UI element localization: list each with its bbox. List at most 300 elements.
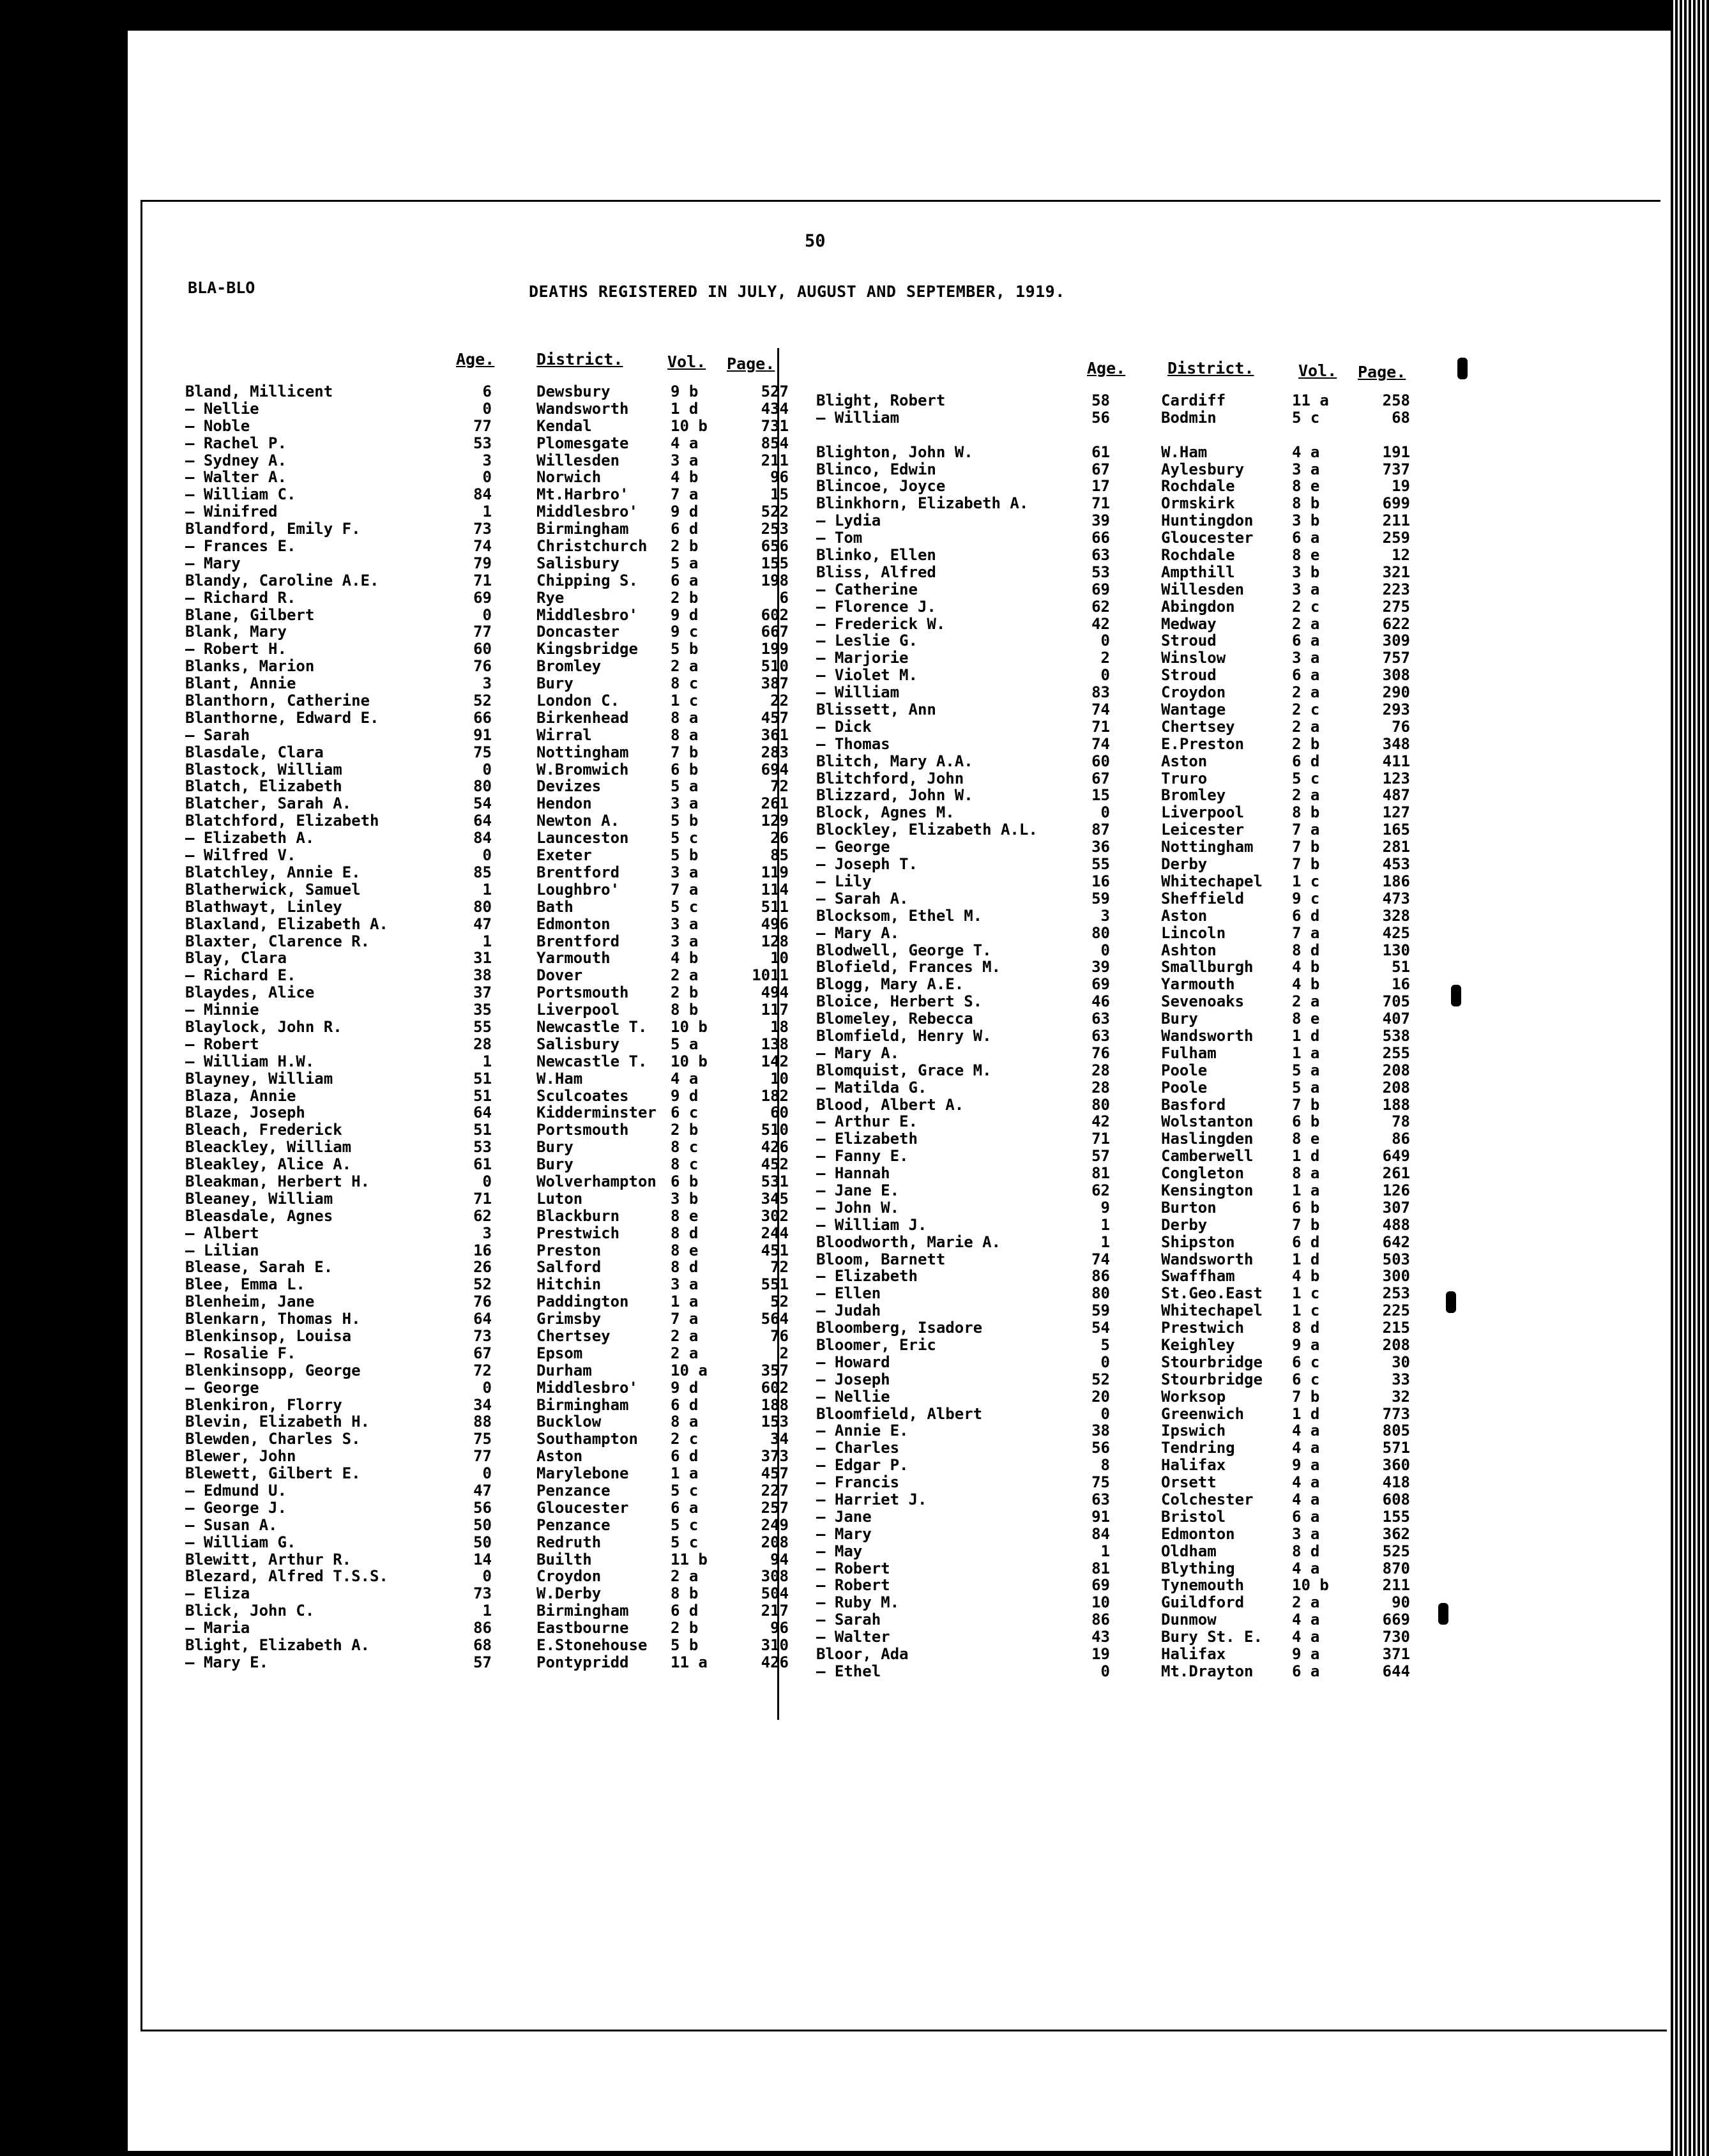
entry-name: Bloom, Barnett [816,1250,946,1268]
entry-age: 69 [1091,975,1110,994]
entry-district: Prestwich [536,1224,620,1242]
entry-page: 244 [761,1224,789,1242]
entry-district: W.Bromwich [536,760,629,778]
entry-age: 39 [1091,958,1110,976]
entry-vol: 9 a [1292,1456,1320,1475]
entry-district: Whitechapel [1161,872,1263,890]
entry-age: 0 [482,1567,492,1586]
entry-name: Blease, Sarah E. [185,1258,333,1277]
entry-district: Bromley [536,657,602,676]
entry-page: 731 [761,416,789,435]
entry-age: 1 [482,1602,492,1620]
entry-district: Salisbury [536,1035,620,1053]
entry-page: 411 [1382,752,1410,770]
entry-vol: 10 b [1292,1576,1329,1595]
entry-district: Wandsworth [1161,1250,1254,1268]
entry-age: 51 [473,1086,492,1105]
entry-name: — William C. [185,485,296,504]
entry-age: 63 [1091,1491,1110,1508]
entry-name: Blodwell, George T. [816,941,992,959]
entry-vol: 8 d [1292,1319,1320,1337]
entry-page: 90 [1392,1593,1410,1612]
entry-district: Epsom [536,1344,583,1362]
entry-district: W.Ham [536,1069,583,1088]
entry-name: Blaylock, John R. [185,1017,342,1036]
entry-vol: 6 a [671,571,699,589]
entry-name: Blanthorn, Catherine [185,692,370,710]
entry-age: 84 [473,485,492,504]
entry-vol: 8 e [1292,1010,1320,1028]
entry-age: 53 [1091,563,1110,581]
entry-district: Wandsworth [536,399,629,418]
entry-name: — Elizabeth [816,1130,918,1148]
entry-vol: 4 a [671,1069,699,1088]
entry-age: 1 [482,503,492,521]
entry-page: 52 [770,1293,789,1311]
entry-district: Brentford [536,932,620,950]
entry-page: 123 [1382,769,1410,787]
entry-vol: 2 a [671,657,699,676]
entry-page: 730 [1382,1628,1410,1646]
entry-vol: 1 c [1292,1284,1320,1303]
entry-age: 59 [1091,889,1110,907]
punch-mark [1451,985,1461,1006]
entry-age: 56 [473,1498,492,1517]
entry-page: 426 [761,1653,789,1671]
entry-district: Birmingham [536,1602,629,1620]
entry-vol: 5 c [1292,408,1320,427]
entry-name: — Matilda G. [816,1078,927,1097]
entry-age: 80 [473,777,492,796]
entry-district: Newton A. [536,812,620,830]
entry-district: Willesden [1161,580,1245,598]
entry-age: 67 [1091,460,1110,478]
entry-district: Guildford [1161,1593,1245,1612]
entry-page: 531 [761,1172,789,1190]
entry-district: W.Derby [536,1584,602,1603]
entry-age: 3 [482,451,492,469]
entry-vol: 2 b [671,1121,699,1139]
entry-vol: 9 d [671,1378,699,1397]
entry-name: — Ethel [816,1662,881,1680]
entry-district: Doncaster [536,623,620,641]
entry-page: 191 [1382,443,1410,461]
entry-page: 737 [1382,460,1410,478]
entry-name: Blaydes, Alice [185,983,315,1002]
entry-vol: 1 d [1292,1404,1320,1423]
entry-age: 42 [1091,1112,1110,1131]
entry-page: 78 [1392,1112,1410,1131]
entry-age: 43 [1091,1628,1110,1646]
entry-vol: 4 a [1292,443,1320,461]
entry-age: 75 [1091,1473,1110,1492]
entry-vol: 5 a [671,554,699,572]
entry-page: 186 [1382,872,1410,890]
entry-district: Orsett [1161,1473,1217,1492]
entry-vol: 7 b [1292,855,1320,874]
district-header-left: District. [536,350,623,368]
entry-page: 473 [1382,889,1410,907]
entry-page: 211 [1382,1576,1410,1595]
entry-page: 608 [1382,1491,1410,1508]
entry-page: 208 [1382,1335,1410,1354]
entry-name: Blockley, Elizabeth A.L. [816,821,1038,839]
entry-age: 0 [1100,1353,1110,1371]
entry-age: 53 [473,434,492,452]
entry-district: Pontypridd [536,1653,629,1671]
entry-page: 494 [761,983,789,1002]
entry-page: 773 [1382,1404,1410,1423]
entry-name: — Wilfred V. [185,846,296,865]
entry-district: Haslingden [1161,1130,1254,1148]
entry-name: — William G. [185,1533,296,1551]
entry-district: Chipping S. [536,571,638,589]
entry-district: Salisbury [536,554,620,572]
punch-mark [1457,358,1468,379]
entry-district: Sevenoaks [1161,992,1245,1011]
entry-vol: 4 a [1292,1439,1320,1457]
entry-name: — William H.W. [185,1052,315,1070]
entry-page: 76 [770,1326,789,1345]
entry-page: 211 [761,451,789,469]
entry-name: — Sarah [816,1611,881,1629]
entry-district: Abingdon [1161,597,1235,616]
entry-age: 1 [1100,1233,1110,1251]
entry-vol: 8 b [671,1001,699,1019]
entry-name: Bleackley, William [185,1138,352,1157]
entry-age: 64 [473,812,492,830]
entry-name: Blight, Robert [816,391,946,409]
entry-page: 373 [761,1447,789,1466]
entry-age: 52 [473,692,492,710]
entry-vol: 3 a [671,794,699,813]
entry-vol: 3 a [671,915,699,933]
entry-district: Bury [536,674,573,693]
entry-vol: 6 d [671,520,699,538]
entry-page: 10 [770,949,789,968]
entry-age: 0 [482,605,492,624]
entry-vol: 2 a [1292,683,1320,702]
entry-age: 55 [473,1017,492,1036]
entry-vol: 1 a [671,1293,699,1311]
entry-age: 34 [473,1395,492,1414]
entry-vol: 2 a [1292,717,1320,736]
entry-page: 208 [761,1533,789,1551]
entry-district: Plomesgate [536,434,629,452]
entry-name: — Maria [185,1619,250,1637]
entry-age: 1 [1100,1215,1110,1234]
entry-district: Norwich [536,468,602,487]
entry-name: — Howard [816,1353,890,1371]
entry-name: Blewer, John [185,1447,296,1466]
entry-page: 434 [761,399,789,418]
punch-mark [1446,1291,1456,1313]
entry-name: Bloor, Ada [816,1645,909,1664]
entry-page: 94 [770,1550,789,1568]
entry-vol: 3 a [671,1275,699,1294]
entry-age: 63 [1091,1010,1110,1028]
entry-age: 60 [1091,752,1110,770]
entry-age: 10 [1091,1593,1110,1612]
entry-name: — Edmund U. [185,1482,287,1499]
entry-page: 293 [1382,701,1410,719]
entry-page: 457 [761,708,789,727]
entry-name: — Mary A. [816,923,900,942]
entry-name: Blant, Annie [185,674,296,693]
entry-vol: 9 d [671,503,699,521]
entry-vol: 8 a [671,725,699,744]
entry-name: Blatcher, Sarah A. [185,794,352,813]
entry-district: Liverpool [1161,803,1245,822]
entry-age: 0 [482,760,492,778]
entry-name: Blatchford, Elizabeth [185,812,379,830]
entry-page: 309 [1382,632,1410,650]
entry-name: — Marjorie [816,649,909,667]
entry-age: 39 [1091,512,1110,530]
entry-district: Penzance [536,1482,611,1499]
entry-vol: 8 d [671,1258,699,1277]
film-gutter [1671,0,1709,2156]
entry-age: 36 [1091,838,1110,856]
entry-page: 699 [1382,494,1410,513]
entry-district: Paddington [536,1293,629,1311]
entry-district: Cardiff [1161,391,1226,409]
entry-age: 57 [1091,1147,1110,1165]
entry-vol: 6 c [1292,1353,1320,1371]
entry-page: 255 [1382,1044,1410,1062]
entry-district: Hitchin [536,1275,602,1294]
entry-age: 52 [1091,1370,1110,1388]
entry-name: Blezard, Alfred T.S.S. [185,1567,388,1586]
entry-district: Marylebone [536,1464,629,1483]
entry-page: 142 [761,1052,789,1070]
entry-age: 79 [473,554,492,572]
entry-page: 387 [761,674,789,693]
entry-page: 126 [1382,1181,1410,1199]
entry-age: 28 [1091,1078,1110,1097]
entry-vol: 2 b [1292,734,1320,753]
entry-age: 74 [1091,1250,1110,1268]
entry-district: Leicester [1161,821,1245,839]
entry-age: 2 [1100,649,1110,667]
entry-page: 281 [1382,838,1410,856]
entry-age: 66 [1091,529,1110,547]
entry-page: 257 [761,1498,789,1517]
entry-page: 130 [1382,941,1410,959]
entry-vol: 3 a [1292,649,1320,667]
entry-page: 18 [770,1017,789,1036]
entry-vol: 4 b [1292,958,1320,976]
entry-page: 302 [761,1206,789,1225]
entry-age: 62 [473,1206,492,1225]
entry-page: 51 [1392,958,1410,976]
entry-name: — William [816,408,900,427]
entry-page: 34 [770,1430,789,1448]
entry-name: — George [185,1378,259,1397]
entry-age: 73 [473,520,492,538]
entry-vol: 6 a [1292,666,1320,685]
entry-age: 56 [1091,1439,1110,1457]
entry-page: 155 [1382,1507,1410,1526]
entry-age: 80 [1091,1284,1110,1303]
entry-vol: 9 b [671,383,699,400]
entry-page: 261 [761,794,789,813]
entry-district: Luton [536,1189,583,1208]
entry-page: 525 [1382,1542,1410,1560]
entry-age: 88 [473,1413,492,1431]
entry-name: — Minnie [185,1001,259,1019]
entry-page: 117 [761,1001,789,1019]
entry-page: 217 [761,1602,789,1620]
entry-age: 67 [1091,769,1110,787]
entry-name: — Robert [185,1035,259,1053]
entry-page: 757 [1382,649,1410,667]
entry-district: Blything [1161,1559,1235,1577]
entry-name: Bleach, Frederick [185,1121,342,1139]
entry-name: Blizzard, John W. [816,786,973,805]
entry-age: 19 [1091,1645,1110,1664]
entry-district: Loughbro' [536,880,620,899]
entry-name: — William [816,683,900,702]
entry-name: — Richard E. [185,966,296,985]
entry-district: St.Geo.East [1161,1284,1263,1303]
entry-district: Devizes [536,777,602,796]
entry-age: 91 [473,725,492,744]
entry-name: Bleaney, William [185,1189,333,1208]
entry-name: — Nellie [185,399,259,418]
entry-district: Mt.Drayton [1161,1662,1254,1680]
entry-district: Mt.Harbro' [536,485,629,504]
entry-vol: 4 a [1292,1559,1320,1577]
entry-district: Huntingdon [1161,512,1254,530]
entry-vol: 11 a [1292,391,1329,409]
entry-vol: 7 b [671,743,699,761]
entry-district: Worksop [1161,1387,1226,1406]
entry-page: 30 [1392,1353,1410,1371]
entry-age: 1 [482,1052,492,1070]
entry-name: — Richard R. [185,588,296,607]
entry-name: Blatchley, Annie E. [185,863,361,881]
entry-district: W.Ham [1161,443,1208,461]
entry-vol: 3 a [671,863,699,881]
entry-name: — Mary [816,1524,872,1543]
entry-district: Brentford [536,863,620,881]
entry-page: 128 [761,932,789,950]
entry-vol: 8 e [671,1206,699,1225]
entry-district: Salford [536,1258,602,1277]
entry-age: 54 [473,794,492,813]
entry-age: 58 [1091,391,1110,409]
entry-page: 12 [1392,546,1410,565]
entry-vol: 1 c [1292,872,1320,890]
entry-vol: 1 d [1292,1147,1320,1165]
entry-age: 73 [473,1326,492,1345]
entry-age: 9 [1100,1198,1110,1217]
entry-page: 188 [1382,1095,1410,1114]
entry-page: 290 [1382,683,1410,702]
entry-age: 0 [482,399,492,418]
entry-page: 667 [761,623,789,641]
entry-name: — Lydia [816,512,881,530]
entry-vol: 8 b [1292,494,1320,513]
entry-name: Blatherwick, Samuel [185,880,361,899]
entry-name: Bland, Millicent [185,383,333,400]
entry-vol: 6 c [1292,1370,1320,1388]
entry-vol: 2 a [671,966,699,985]
entry-age: 80 [1091,1095,1110,1114]
entry-page: 357 [761,1361,789,1379]
entry-district: London C. [536,692,620,710]
entry-page: 644 [1382,1662,1410,1680]
entry-age: 14 [473,1550,492,1568]
entry-name: Blewden, Charles S. [185,1430,361,1448]
entry-name: Blitch, Mary A.A. [816,752,973,770]
entry-name: — Francis [816,1473,900,1492]
entry-vol: 1 a [1292,1181,1320,1199]
entry-age: 64 [473,1104,492,1122]
entry-name: — Nellie [816,1387,890,1406]
entry-district: Bury [536,1155,573,1174]
entry-age: 8 [1100,1456,1110,1475]
entry-vol: 9 d [671,1086,699,1105]
entry-name: — Susan A. [185,1515,278,1534]
entry-vol: 7 b [1292,1215,1320,1234]
entry-vol: 6 b [1292,1112,1320,1131]
entry-vol: 5 c [671,829,699,847]
entry-age: 77 [473,1447,492,1466]
entry-name: — Ellen [816,1284,881,1303]
entry-age: 0 [1100,941,1110,959]
entry-age: 0 [482,1172,492,1190]
entry-name: — Robert H. [185,640,287,658]
entry-page: 188 [761,1395,789,1414]
entry-age: 6 [482,383,492,400]
entry-name: — Sydney A. [185,451,287,469]
entry-age: 69 [1091,580,1110,598]
entry-district: Yarmouth [536,949,611,968]
entry-district: Ipswich [1161,1422,1226,1440]
entry-age: 76 [473,657,492,676]
entry-age: 75 [473,743,492,761]
entry-age: 55 [1091,855,1110,874]
entry-district: Stourbridge [1161,1370,1263,1388]
entry-vol: 3 b [1292,563,1320,581]
entry-vol: 6 a [1292,529,1320,547]
entry-name: Bleakley, Alice A. [185,1155,352,1174]
entry-name: Blaxter, Clarence R. [185,932,370,950]
entry-page: 198 [761,571,789,589]
entry-page: 19 [1392,477,1410,496]
entry-page: 371 [1382,1645,1410,1664]
entry-name: — Albert [185,1224,259,1242]
entry-name: Bloomfield, Albert [816,1404,983,1423]
entry-vol: 5 a [1292,1078,1320,1097]
entry-district: Whitechapel [1161,1302,1263,1320]
entry-district: Kidderminster [536,1104,657,1122]
entry-vol: 6 a [1292,1662,1320,1680]
entry-name: Blaze, Joseph [185,1104,305,1122]
entry-vol: 6 d [1292,1233,1320,1251]
top-rule [141,200,1660,202]
entry-age: 71 [1091,494,1110,513]
entry-page: 870 [1382,1559,1410,1577]
entry-page: 504 [761,1584,789,1603]
age-header-left: Age. [456,350,495,368]
entry-name: Blood, Albert A. [816,1095,964,1114]
entry-name: — Tom [816,529,863,547]
entry-page: 32 [1392,1387,1410,1406]
entry-name: — Jane E. [816,1181,900,1199]
